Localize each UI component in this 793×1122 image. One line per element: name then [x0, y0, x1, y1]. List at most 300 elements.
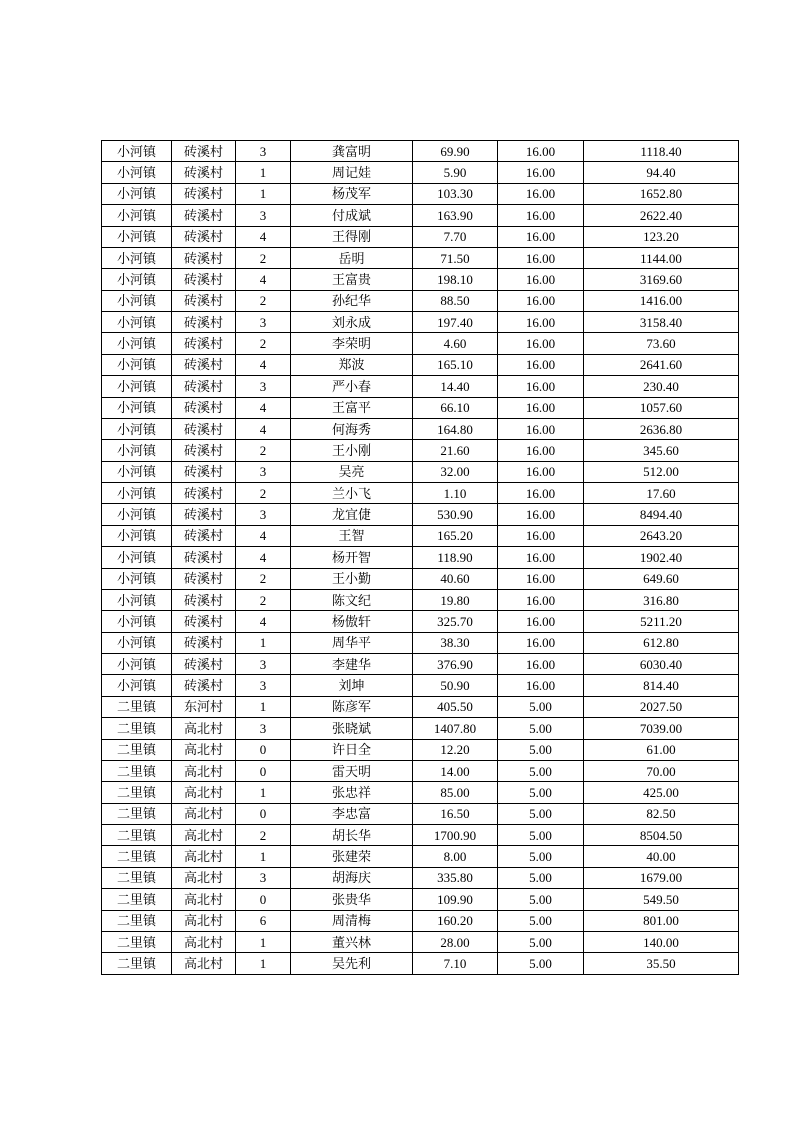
cell-amount: 230.40 — [584, 376, 739, 397]
table-row — [102, 461, 739, 482]
table-row — [102, 760, 739, 781]
cell-town: 小河镇 — [102, 418, 172, 439]
table-row — [102, 162, 739, 183]
cell-village: 砖溪村 — [172, 312, 236, 333]
cell-count: 4 — [236, 269, 291, 290]
cell-name: 郑波 — [291, 354, 413, 375]
cell-town: 小河镇 — [102, 654, 172, 675]
cell-count: 4 — [236, 525, 291, 546]
cell-village: 砖溪村 — [172, 461, 236, 482]
data-table — [101, 140, 739, 975]
cell-count: 0 — [236, 803, 291, 824]
cell-amount: 61.00 — [584, 739, 739, 760]
cell-name: 龙宜倢 — [291, 504, 413, 525]
table-row — [102, 141, 739, 162]
cell-count: 4 — [236, 354, 291, 375]
cell-name: 周记娃 — [291, 162, 413, 183]
cell-quantity: 28.00 — [413, 931, 498, 952]
cell-amount: 316.80 — [584, 589, 739, 610]
cell-amount: 123.20 — [584, 226, 739, 247]
table-row — [102, 803, 739, 824]
cell-village: 高北村 — [172, 910, 236, 931]
cell-town: 小河镇 — [102, 440, 172, 461]
cell-count: 3 — [236, 205, 291, 226]
cell-village: 砖溪村 — [172, 247, 236, 268]
cell-count: 1 — [236, 632, 291, 653]
cell-village: 砖溪村 — [172, 547, 236, 568]
cell-village: 高北村 — [172, 889, 236, 910]
cell-quantity: 198.10 — [413, 269, 498, 290]
cell-village: 砖溪村 — [172, 376, 236, 397]
table-row — [102, 889, 739, 910]
cell-rate: 16.00 — [498, 269, 584, 290]
cell-village: 砖溪村 — [172, 568, 236, 589]
cell-name: 王小勤 — [291, 568, 413, 589]
cell-town: 小河镇 — [102, 589, 172, 610]
cell-amount: 3158.40 — [584, 312, 739, 333]
table-row — [102, 290, 739, 311]
table-row — [102, 333, 739, 354]
cell-town: 二里镇 — [102, 825, 172, 846]
cell-quantity: 160.20 — [413, 910, 498, 931]
cell-count: 4 — [236, 547, 291, 568]
cell-amount: 94.40 — [584, 162, 739, 183]
cell-quantity: 71.50 — [413, 247, 498, 268]
cell-amount: 2027.50 — [584, 696, 739, 717]
table-row — [102, 632, 739, 653]
cell-quantity: 16.50 — [413, 803, 498, 824]
table-row — [102, 397, 739, 418]
cell-village: 砖溪村 — [172, 440, 236, 461]
cell-rate: 16.00 — [498, 461, 584, 482]
cell-rate: 5.00 — [498, 760, 584, 781]
cell-village: 砖溪村 — [172, 162, 236, 183]
cell-rate: 16.00 — [498, 290, 584, 311]
cell-name: 许日全 — [291, 739, 413, 760]
cell-count: 6 — [236, 910, 291, 931]
table-row — [102, 611, 739, 632]
cell-quantity: 325.70 — [413, 611, 498, 632]
cell-town: 二里镇 — [102, 782, 172, 803]
cell-count: 1 — [236, 782, 291, 803]
cell-name: 王富平 — [291, 397, 413, 418]
table-row — [102, 440, 739, 461]
table-row — [102, 269, 739, 290]
cell-count: 4 — [236, 226, 291, 247]
table-row — [102, 718, 739, 739]
cell-rate: 16.00 — [498, 141, 584, 162]
cell-name: 王富贵 — [291, 269, 413, 290]
cell-amount: 7039.00 — [584, 718, 739, 739]
cell-village: 砖溪村 — [172, 269, 236, 290]
cell-town: 小河镇 — [102, 226, 172, 247]
cell-village: 砖溪村 — [172, 654, 236, 675]
cell-town: 二里镇 — [102, 803, 172, 824]
cell-quantity: 4.60 — [413, 333, 498, 354]
cell-town: 小河镇 — [102, 269, 172, 290]
cell-rate: 5.00 — [498, 782, 584, 803]
cell-count: 1 — [236, 953, 291, 975]
cell-rate: 5.00 — [498, 739, 584, 760]
cell-name: 兰小飞 — [291, 483, 413, 504]
cell-quantity: 1407.80 — [413, 718, 498, 739]
cell-count: 1 — [236, 931, 291, 952]
cell-town: 二里镇 — [102, 846, 172, 867]
cell-count: 0 — [236, 889, 291, 910]
cell-count: 2 — [236, 290, 291, 311]
cell-name: 杨开智 — [291, 547, 413, 568]
cell-rate: 16.00 — [498, 162, 584, 183]
table-body — [102, 141, 739, 975]
cell-name: 刘永成 — [291, 312, 413, 333]
cell-name: 吴亮 — [291, 461, 413, 482]
table-row — [102, 846, 739, 867]
cell-town: 二里镇 — [102, 718, 172, 739]
cell-amount: 1652.80 — [584, 183, 739, 204]
cell-name: 张建荣 — [291, 846, 413, 867]
cell-village: 砖溪村 — [172, 397, 236, 418]
cell-town: 小河镇 — [102, 183, 172, 204]
cell-town: 小河镇 — [102, 312, 172, 333]
cell-quantity: 14.40 — [413, 376, 498, 397]
cell-name: 龚富明 — [291, 141, 413, 162]
cell-village: 砖溪村 — [172, 205, 236, 226]
cell-village: 砖溪村 — [172, 290, 236, 311]
cell-quantity: 50.90 — [413, 675, 498, 696]
cell-town: 小河镇 — [102, 141, 172, 162]
cell-quantity: 40.60 — [413, 568, 498, 589]
cell-quantity: 405.50 — [413, 696, 498, 717]
cell-rate: 16.00 — [498, 376, 584, 397]
cell-village: 砖溪村 — [172, 675, 236, 696]
cell-village: 砖溪村 — [172, 483, 236, 504]
cell-name: 李忠富 — [291, 803, 413, 824]
cell-count: 3 — [236, 504, 291, 525]
cell-rate: 16.00 — [498, 632, 584, 653]
cell-village: 砖溪村 — [172, 418, 236, 439]
cell-quantity: 197.40 — [413, 312, 498, 333]
cell-town: 小河镇 — [102, 525, 172, 546]
cell-rate: 5.00 — [498, 718, 584, 739]
cell-town: 二里镇 — [102, 696, 172, 717]
cell-name: 付成斌 — [291, 205, 413, 226]
cell-rate: 16.00 — [498, 568, 584, 589]
cell-village: 砖溪村 — [172, 333, 236, 354]
cell-town: 小河镇 — [102, 354, 172, 375]
cell-quantity: 85.00 — [413, 782, 498, 803]
cell-village: 砖溪村 — [172, 141, 236, 162]
cell-village: 高北村 — [172, 803, 236, 824]
cell-quantity: 335.80 — [413, 867, 498, 888]
cell-amount: 345.60 — [584, 440, 739, 461]
cell-town: 小河镇 — [102, 483, 172, 504]
table-row — [102, 354, 739, 375]
cell-amount: 8494.40 — [584, 504, 739, 525]
cell-town: 小河镇 — [102, 247, 172, 268]
cell-town: 二里镇 — [102, 931, 172, 952]
table-row — [102, 547, 739, 568]
cell-amount: 73.60 — [584, 333, 739, 354]
table-row — [102, 910, 739, 931]
cell-town: 小河镇 — [102, 376, 172, 397]
cell-quantity: 163.90 — [413, 205, 498, 226]
cell-village: 砖溪村 — [172, 632, 236, 653]
cell-village: 砖溪村 — [172, 183, 236, 204]
cell-village: 高北村 — [172, 846, 236, 867]
cell-count: 4 — [236, 418, 291, 439]
cell-name: 张贵华 — [291, 889, 413, 910]
cell-quantity: 376.90 — [413, 654, 498, 675]
cell-quantity: 7.10 — [413, 953, 498, 975]
cell-village: 砖溪村 — [172, 611, 236, 632]
cell-village: 高北村 — [172, 867, 236, 888]
cell-rate: 16.00 — [498, 312, 584, 333]
cell-amount: 2643.20 — [584, 525, 739, 546]
cell-rate: 16.00 — [498, 397, 584, 418]
table-row — [102, 696, 739, 717]
cell-village: 高北村 — [172, 931, 236, 952]
cell-quantity: 530.90 — [413, 504, 498, 525]
cell-town: 小河镇 — [102, 504, 172, 525]
cell-count: 1 — [236, 183, 291, 204]
table-row — [102, 739, 739, 760]
cell-name: 王小刚 — [291, 440, 413, 461]
cell-village: 砖溪村 — [172, 354, 236, 375]
cell-amount: 1144.00 — [584, 247, 739, 268]
cell-name: 吴先利 — [291, 953, 413, 975]
cell-quantity: 32.00 — [413, 461, 498, 482]
cell-name: 岳明 — [291, 247, 413, 268]
cell-rate: 16.00 — [498, 247, 584, 268]
table-row — [102, 782, 739, 803]
cell-amount: 512.00 — [584, 461, 739, 482]
cell-quantity: 12.20 — [413, 739, 498, 760]
table-row — [102, 525, 739, 546]
cell-count: 2 — [236, 247, 291, 268]
cell-amount: 3169.60 — [584, 269, 739, 290]
cell-amount: 612.80 — [584, 632, 739, 653]
table-row — [102, 568, 739, 589]
cell-amount: 2636.80 — [584, 418, 739, 439]
cell-name: 何海秀 — [291, 418, 413, 439]
cell-amount: 1416.00 — [584, 290, 739, 311]
cell-name: 董兴林 — [291, 931, 413, 952]
cell-quantity: 1700.90 — [413, 825, 498, 846]
cell-count: 0 — [236, 760, 291, 781]
cell-count: 2 — [236, 333, 291, 354]
cell-rate: 16.00 — [498, 611, 584, 632]
cell-amount: 6030.40 — [584, 654, 739, 675]
cell-count: 3 — [236, 141, 291, 162]
cell-village: 高北村 — [172, 953, 236, 975]
table-row — [102, 226, 739, 247]
cell-town: 小河镇 — [102, 290, 172, 311]
cell-rate: 16.00 — [498, 675, 584, 696]
cell-name: 张忠祥 — [291, 782, 413, 803]
table-row — [102, 953, 739, 975]
cell-village: 高北村 — [172, 718, 236, 739]
cell-count: 2 — [236, 483, 291, 504]
cell-quantity: 69.90 — [413, 141, 498, 162]
cell-name: 孙纪华 — [291, 290, 413, 311]
cell-count: 3 — [236, 376, 291, 397]
cell-count: 1 — [236, 162, 291, 183]
cell-amount: 549.50 — [584, 889, 739, 910]
cell-town: 小河镇 — [102, 547, 172, 568]
cell-rate: 16.00 — [498, 589, 584, 610]
cell-count: 1 — [236, 846, 291, 867]
table-row — [102, 205, 739, 226]
cell-quantity: 164.80 — [413, 418, 498, 439]
cell-amount: 40.00 — [584, 846, 739, 867]
cell-quantity: 165.10 — [413, 354, 498, 375]
cell-rate: 5.00 — [498, 889, 584, 910]
cell-rate: 16.00 — [498, 504, 584, 525]
cell-town: 二里镇 — [102, 889, 172, 910]
cell-rate: 16.00 — [498, 205, 584, 226]
cell-quantity: 66.10 — [413, 397, 498, 418]
cell-name: 杨傲轩 — [291, 611, 413, 632]
cell-town: 二里镇 — [102, 953, 172, 975]
cell-town: 小河镇 — [102, 333, 172, 354]
cell-town: 小河镇 — [102, 397, 172, 418]
table-row — [102, 312, 739, 333]
cell-village: 高北村 — [172, 760, 236, 781]
table-row — [102, 504, 739, 525]
cell-count: 3 — [236, 461, 291, 482]
cell-quantity: 109.90 — [413, 889, 498, 910]
table-row — [102, 825, 739, 846]
cell-town: 小河镇 — [102, 611, 172, 632]
cell-amount: 649.60 — [584, 568, 739, 589]
cell-town: 二里镇 — [102, 739, 172, 760]
cell-amount: 1118.40 — [584, 141, 739, 162]
cell-village: 高北村 — [172, 825, 236, 846]
cell-town: 二里镇 — [102, 910, 172, 931]
cell-count: 3 — [236, 675, 291, 696]
cell-quantity: 7.70 — [413, 226, 498, 247]
cell-amount: 82.50 — [584, 803, 739, 824]
cell-count: 2 — [236, 825, 291, 846]
cell-village: 砖溪村 — [172, 525, 236, 546]
cell-rate: 16.00 — [498, 354, 584, 375]
cell-quantity: 19.80 — [413, 589, 498, 610]
cell-amount: 1679.00 — [584, 867, 739, 888]
cell-name: 王智 — [291, 525, 413, 546]
cell-count: 3 — [236, 312, 291, 333]
cell-amount: 70.00 — [584, 760, 739, 781]
cell-count: 1 — [236, 696, 291, 717]
cell-amount: 801.00 — [584, 910, 739, 931]
cell-count: 0 — [236, 739, 291, 760]
cell-quantity: 14.00 — [413, 760, 498, 781]
cell-count: 3 — [236, 718, 291, 739]
table-row — [102, 376, 739, 397]
table-row — [102, 183, 739, 204]
cell-quantity: 8.00 — [413, 846, 498, 867]
table-row — [102, 675, 739, 696]
table-row — [102, 483, 739, 504]
cell-rate: 5.00 — [498, 910, 584, 931]
cell-rate: 5.00 — [498, 867, 584, 888]
cell-village: 砖溪村 — [172, 589, 236, 610]
table-row — [102, 931, 739, 952]
cell-quantity: 21.60 — [413, 440, 498, 461]
cell-rate: 5.00 — [498, 803, 584, 824]
cell-name: 张晓斌 — [291, 718, 413, 739]
cell-count: 4 — [236, 397, 291, 418]
cell-quantity: 38.30 — [413, 632, 498, 653]
cell-town: 小河镇 — [102, 162, 172, 183]
cell-village: 高北村 — [172, 782, 236, 803]
cell-rate: 5.00 — [498, 953, 584, 975]
cell-amount: 35.50 — [584, 953, 739, 975]
table-row — [102, 418, 739, 439]
cell-name: 周华平 — [291, 632, 413, 653]
cell-amount: 1902.40 — [584, 547, 739, 568]
cell-name: 周清梅 — [291, 910, 413, 931]
cell-quantity: 103.30 — [413, 183, 498, 204]
cell-rate: 5.00 — [498, 846, 584, 867]
cell-name: 陈彦军 — [291, 696, 413, 717]
cell-name: 胡长华 — [291, 825, 413, 846]
cell-town: 小河镇 — [102, 675, 172, 696]
cell-town: 小河镇 — [102, 632, 172, 653]
cell-count: 2 — [236, 589, 291, 610]
cell-village: 砖溪村 — [172, 504, 236, 525]
cell-amount: 8504.50 — [584, 825, 739, 846]
cell-village: 东河村 — [172, 696, 236, 717]
cell-town: 二里镇 — [102, 760, 172, 781]
cell-name: 刘坤 — [291, 675, 413, 696]
cell-rate: 5.00 — [498, 696, 584, 717]
cell-town: 小河镇 — [102, 461, 172, 482]
cell-amount: 140.00 — [584, 931, 739, 952]
table-row — [102, 247, 739, 268]
cell-village: 高北村 — [172, 739, 236, 760]
cell-rate: 16.00 — [498, 440, 584, 461]
cell-amount: 1057.60 — [584, 397, 739, 418]
cell-rate: 5.00 — [498, 825, 584, 846]
table-row — [102, 589, 739, 610]
cell-count: 4 — [236, 611, 291, 632]
cell-amount: 425.00 — [584, 782, 739, 803]
cell-village: 砖溪村 — [172, 226, 236, 247]
cell-town: 二里镇 — [102, 867, 172, 888]
cell-quantity: 165.20 — [413, 525, 498, 546]
cell-quantity: 118.90 — [413, 547, 498, 568]
cell-name: 严小春 — [291, 376, 413, 397]
cell-rate: 16.00 — [498, 483, 584, 504]
table-row — [102, 654, 739, 675]
cell-amount: 2641.60 — [584, 354, 739, 375]
cell-amount: 2622.40 — [584, 205, 739, 226]
cell-rate: 16.00 — [498, 333, 584, 354]
cell-amount: 814.40 — [584, 675, 739, 696]
cell-rate: 5.00 — [498, 931, 584, 952]
cell-name: 胡海庆 — [291, 867, 413, 888]
cell-town: 小河镇 — [102, 205, 172, 226]
cell-rate: 16.00 — [498, 547, 584, 568]
cell-rate: 16.00 — [498, 226, 584, 247]
cell-amount: 17.60 — [584, 483, 739, 504]
cell-town: 小河镇 — [102, 568, 172, 589]
cell-rate: 16.00 — [498, 183, 584, 204]
cell-name: 王得刚 — [291, 226, 413, 247]
table-row — [102, 867, 739, 888]
cell-quantity: 1.10 — [413, 483, 498, 504]
cell-name: 李建华 — [291, 654, 413, 675]
